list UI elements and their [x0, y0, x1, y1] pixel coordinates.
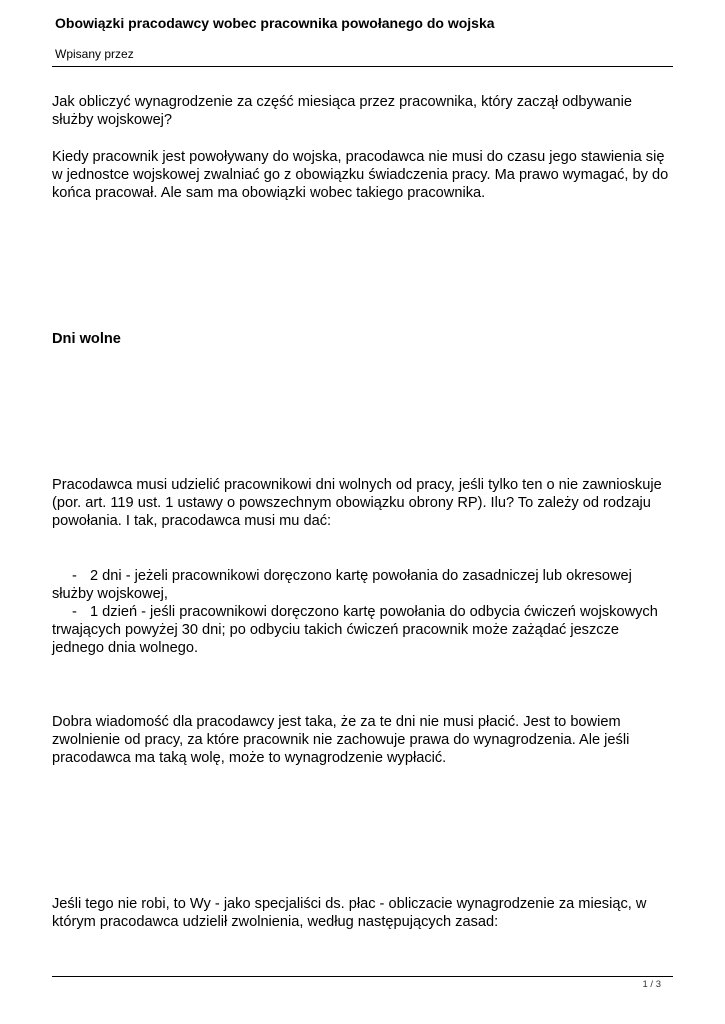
- list-marker: -: [72, 604, 77, 620]
- footer-divider: [52, 976, 673, 977]
- closing-paragraph: Jeśli tego nie robi, to Wy - jako specjaliści ds. płac - obliczacie wynagrodzenie za miesiąc, w którym pracodawca udzielił zwolnienia, według następujących zasad:: [52, 896, 647, 930]
- document-title: Obowiązki pracodawcy wobec pracownika powołanego do wojska: [55, 15, 495, 31]
- days-off-paragraph: Pracodawca musi udzielić pracownikowi dni wolnych od pracy, jeśli tylko ten o nie zawnioskuje (por. art. 119 ust. 1 ustawy o powszechnym obowiązku obrony RP). Ilu? To zależy od rodzaju powołania. I tak, pracodawca musi mu dać:: [52, 477, 662, 529]
- list-item: [52, 603, 673, 657]
- page-number: 1 / 3: [642, 979, 661, 990]
- byline: Wpisany przez: [55, 47, 134, 61]
- header-divider: [52, 66, 673, 67]
- list-marker: -: [72, 568, 77, 584]
- list-item-text: 2 dni - jeżeli pracownikowi doręczono kartę powołania do zasadniczej lub okresowej służby wojskowej,: [52, 568, 632, 602]
- section-heading-dni-wolne: Dni wolne: [52, 331, 121, 347]
- intro-paragraph: Kiedy pracownik jest powoływany do wojska, pracodawca nie musi do czasu jego stawienia się w jednostce wojskowej zwalniać go z obowiązku świadczenia pracy. Ma prawo wymagać, by do końca pracował. Ale sam ma obowiązki wobec takiego pracownika.: [52, 149, 669, 201]
- list-item: [52, 567, 673, 603]
- list-item-text: 1 dzień - jeśli pracownikowi doręczono kartę powołania do odbycia ćwiczeń wojskowych trwających powyżej 30 dni; po odbyciu takich ćwiczeń pracownik może zażądać jeszcze jednego dnia wolnego.: [52, 604, 658, 656]
- good-news-paragraph: Dobra wiadomość dla pracodawcy jest taka, że za te dni nie musi płacić. Jest to bowiem zwolnienie od pracy, za które pracownik nie zachowuje prawa do wynagrodzenia. Ale jeśli pracodawca ma taką wolę, może to wynagrodzenie wypłacić.: [52, 714, 630, 766]
- intro-question: Jak obliczyć wynagrodzenie za część miesiąca przez pracownika, który zaczął odbywanie służby wojskowej?: [52, 94, 632, 128]
